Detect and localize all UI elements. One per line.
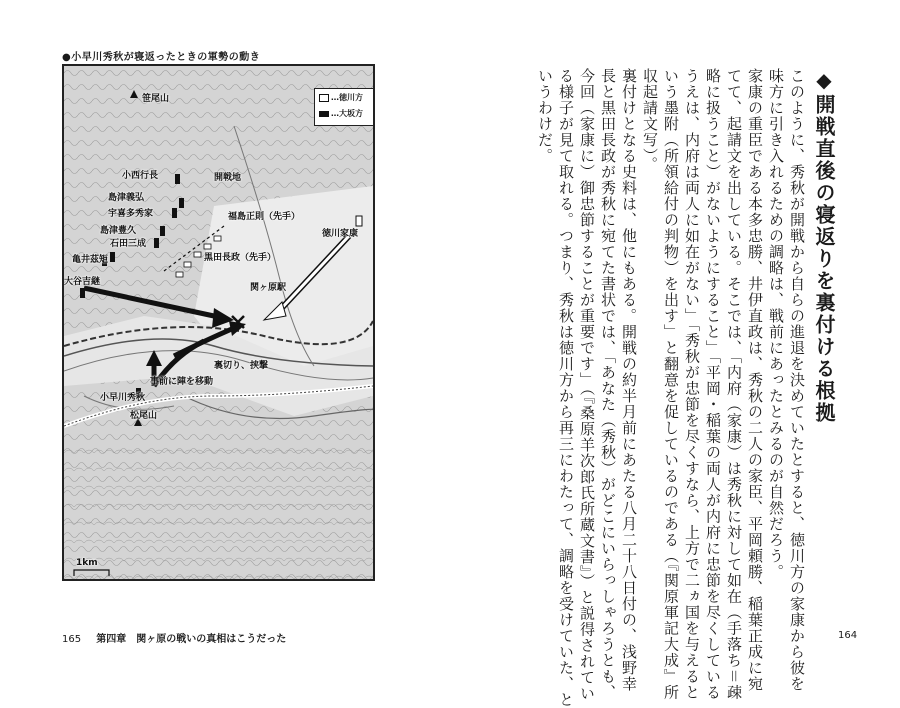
label-fukushima: 福島正則（先手） xyxy=(228,212,301,222)
label-otani: 大谷吉継 xyxy=(64,277,101,287)
text-column: いう墨附（所領給付の判物）を出す」と翻意を促しているのである（『関原軍記大成』所 xyxy=(662,68,680,701)
text-column: る様子が見て取れる。つまり、秀秋は徳川方から再三にわたって、調略を受けていた、と xyxy=(557,68,575,708)
label-ukita: 宇喜多秀家 xyxy=(108,209,154,219)
text-column: てて、起請文を出している。そこでは、「内府（家康）は秀秋に対して如在（手落ち＝疎 xyxy=(725,68,743,701)
label-sekigahara-station: 関ヶ原駅 xyxy=(250,283,287,293)
tokugawa-flag-icon xyxy=(319,94,329,102)
right-page-number: 164 xyxy=(838,630,858,641)
label-kaisenchi: 開戦地 xyxy=(214,173,242,183)
text-column: 今回（家康に）御忠節することが重要です」（『桑原羊次郎氏所蔵文書』）と説得されてい xyxy=(578,68,596,702)
label-jizen: 事前に陣を移動 xyxy=(150,377,214,387)
left-page-number: 165 xyxy=(62,634,82,645)
text-column: うえは、内府は両人に如在がない」「秀秋が忠節を尽くすなら、上方で二ヵ国を与えると xyxy=(683,68,701,701)
text-column: 長と黒田長政が秀秋に宛てた書状では、「あなた（秀秋）がどこにいらっしゃろうとも、 xyxy=(599,68,617,701)
text-column: 家康の重臣である本多忠勝、井伊直政は、秀秋の二人の家臣、平岡頼勝、稲葉正成に宛 xyxy=(746,68,764,692)
text-column: いうわけだ。 xyxy=(536,68,554,164)
chapter-running-head: 第四章 関ヶ原の戦いの真相はこうだった xyxy=(96,634,287,645)
text-column: このように、秀秋が開戦から自らの進退を決めていたとすると、徳川方の家康から彼を xyxy=(788,68,806,692)
label-kuroda: 黒田長政（先手） xyxy=(204,253,277,263)
scale-label: 1km xyxy=(76,558,98,568)
label-konishi: 小西行長 xyxy=(122,171,159,181)
label-tokugawa-ieyasu: 徳川家康 xyxy=(322,229,359,239)
text-column: 裏付けとなる史料は、他にもある。開戦の約半月前にあたる八月二十八日付の、浅野幸 xyxy=(620,68,638,692)
map-caption: ●小早川秀秋が寝返ったときの軍勢の動き xyxy=(62,52,261,63)
label-uragiri: 裏切り、挟撃 xyxy=(214,361,269,371)
label-shimazu-toyohisa: 島津豊久 xyxy=(100,226,137,236)
text-column: 味方に引き入れるための調略は、戦前にあったとみるのが自然だろう。 xyxy=(767,68,785,580)
battle-map xyxy=(62,64,375,581)
left-folio xyxy=(62,630,286,645)
legend-tokugawa: …徳川方 xyxy=(319,92,363,103)
section-heading: ◆開戦直後の寝返りを裏付ける根拠 xyxy=(812,68,836,424)
label-sasaoyama: 笹尾山 xyxy=(142,94,170,104)
map-terrain xyxy=(64,66,373,579)
map-legend xyxy=(314,88,374,126)
text-column: 略に扱うこと）がないようにすること」「平岡・稲葉の両人が内府に忠節を尽くしている xyxy=(704,68,722,701)
legend-osaka: …大坂方 xyxy=(319,108,363,119)
text-column: 収起請文写）。 xyxy=(641,68,659,173)
label-matsuoyama: 松尾山 xyxy=(130,411,158,421)
label-kobayakawa: 小早川秀秋 xyxy=(100,393,146,403)
label-ishida: 石田三成 xyxy=(110,239,147,249)
label-shimazu-yoshihiro: 島津義弘 xyxy=(108,193,145,203)
label-kamei: 亀井茲矩 xyxy=(72,255,109,265)
osaka-flag-icon xyxy=(319,111,329,117)
